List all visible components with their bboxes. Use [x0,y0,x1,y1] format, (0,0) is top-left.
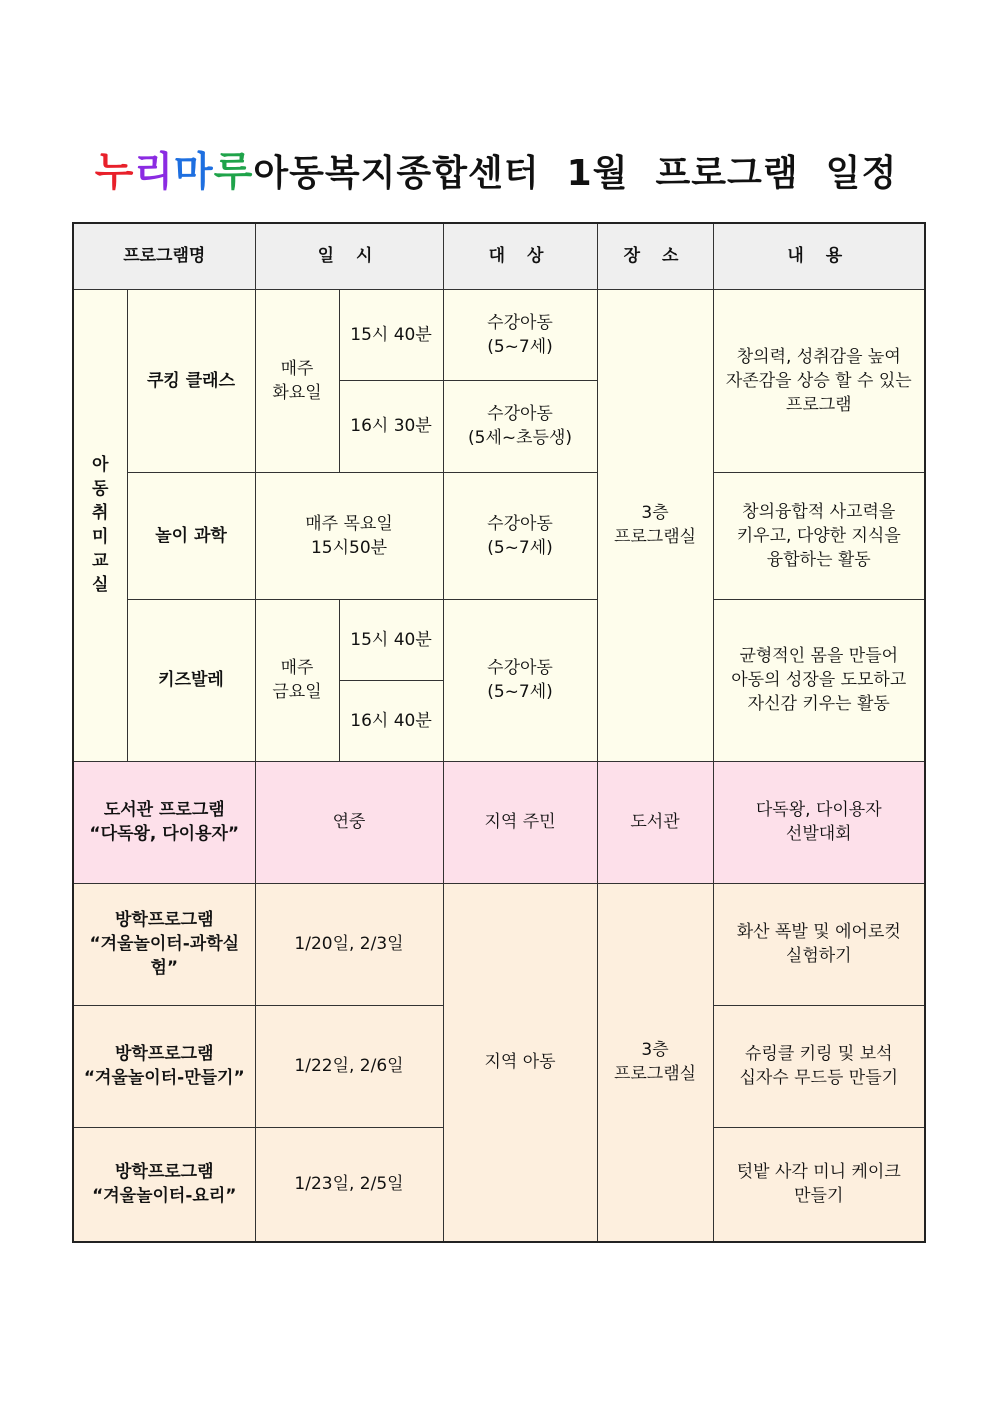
program-winter-science: 방학프로그램 “겨울놀이터-과학실험” [73,883,255,1005]
cooking-target-1: 수강아동 (5~7세) [443,289,597,380]
cooking-time-1: 15시 40분 [339,289,443,380]
ballet-target: 수강아동 (5~7세) [443,599,597,761]
header-content: 내 용 [713,223,925,289]
header-datetime: 일 시 [255,223,443,289]
header-target: 대 상 [443,223,597,289]
title-brand-4: 루 [213,149,254,195]
ballet-day: 매주 금요일 [255,599,339,761]
science-content: 창의융합적 사고력을 키우고, 다양한 지식을 융합하는 활동 [713,472,925,599]
page-title [0,140,992,197]
library-content: 다독왕, 다이용자 선발대회 [713,761,925,883]
winter-cooking-content: 텃밭 사각 미니 케이크 만들기 [713,1127,925,1242]
program-library: 도서관 프로그램 “다독왕, 다이용자” [73,761,255,883]
winter-cooking-datetime: 1/23일, 2/5일 [255,1127,443,1242]
title-brand-3: 마 [174,149,214,195]
title-text: 아동복지종합센터 1월 프로그램 일정 [253,153,898,194]
winter-science-datetime: 1/20일, 2/3일 [255,883,443,1005]
winter-target: 지역 아동 [443,883,597,1242]
cooking-target-2: 수강아동 (5세~초등생) [443,380,597,472]
program-play-science: 놀이 과학 [127,472,255,599]
header-program: 프로그램명 [73,223,255,289]
category-hobby-class: 아 동 취 미 교 실 [73,289,127,761]
program-schedule-table [72,222,926,1243]
ballet-time-1: 15시 40분 [339,599,443,680]
library-place: 도서관 [597,761,713,883]
program-cooking-class: 쿠킹 클래스 [127,289,255,472]
cooking-content: 창의력, 성취감을 높여 자존감을 상승 할 수 있는 프로그램 [713,289,925,472]
winter-making-datetime: 1/22일, 2/6일 [255,1005,443,1127]
cooking-day: 매주 화요일 [255,289,339,472]
program-winter-cooking: 방학프로그램 “겨울놀이터-요리” [73,1127,255,1242]
science-target: 수강아동 (5~7세) [443,472,597,599]
ballet-content: 균형적인 몸을 만들어 아동의 성장을 도모하고 자신감 키우는 활동 [713,599,925,761]
winter-place: 3층 프로그램실 [597,883,713,1242]
library-datetime: 연중 [255,761,443,883]
title-brand-1: 누 [94,149,135,195]
header-place: 장 소 [597,223,713,289]
library-target: 지역 주민 [443,761,597,883]
hobby-place: 3층 프로그램실 [597,289,713,761]
winter-science-content: 화산 폭발 및 에어로컷 실험하기 [713,883,925,1005]
title-brand-2: 리 [134,149,175,195]
cooking-time-2: 16시 30분 [339,380,443,472]
science-datetime: 매주 목요일 15시50분 [255,472,443,599]
winter-making-content: 슈링클 키링 및 보석 십자수 무드등 만들기 [713,1005,925,1127]
program-winter-making: 방학프로그램 “겨울놀이터-만들기” [73,1005,255,1127]
ballet-time-2: 16시 40분 [339,680,443,761]
program-kids-ballet: 키즈발레 [127,599,255,761]
